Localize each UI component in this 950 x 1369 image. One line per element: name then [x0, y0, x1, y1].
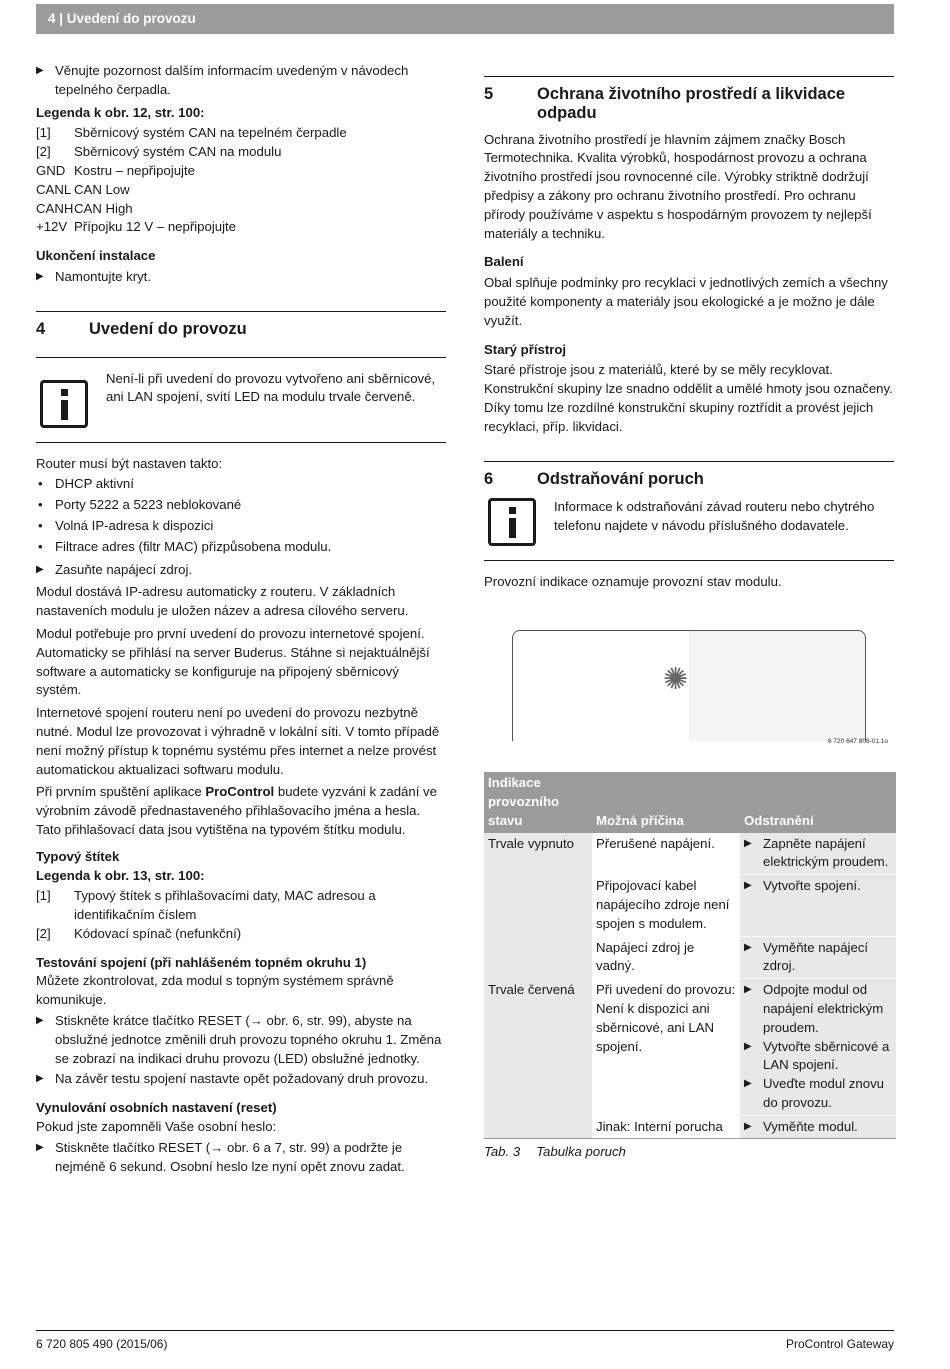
install-end-bullet: ▶ Namontujte kryt. — [36, 268, 446, 287]
info-icon — [488, 498, 536, 546]
paragraph: Internetové spojení routeru není po uvedení do provozu nezbytně nutné. Modul lze provozovat i výhradně v lokální síti. V tomto případě není možný přístup k topnému systému přes internet a nelze provést automatickou aktualizaci softwaru modulu. — [36, 705, 440, 777]
legend-item: CANL CAN Low — [36, 181, 130, 197]
footer-doc-number: 6 720 805 490 (2015/06) — [36, 1337, 168, 1351]
router-item: • Volná IP-adresa k dispozici — [36, 517, 446, 536]
reset-bullet: ▶ Stiskněte tlačítko RESET (→ obr. 6 a 7, str. 99) a podržte je nejméně 6 sekund. Osobní heslo lze nyní opět znovu zadat. — [36, 1139, 446, 1177]
old-device-text: Staré přístroje jsou z materiálů, které by se měly recyklovat. Konstrukční skupiny lze snadno oddělit a umělé hmoty jsou označeny. Díky tomu lze rozdílné konstrukční skupiny roztřídit a provést jejich recyklaci, příp. likvidaci. — [484, 362, 893, 434]
section-4-info-text: Není-li při uvedení do provozu vytvořeno ani sběrnicové, ani LAN spojení, svítí LED na modulu trvale červeně. — [106, 370, 436, 405]
packaging-text: Obal splňuje podmínky pro recyklaci v jednotlivých zemích a všechny použité komponenty a materiály jsou ekologické a je možno je dále využít. — [484, 275, 888, 328]
legend-item: CANH CAN High — [36, 200, 133, 216]
table-row: Jinak: Interní porucha ▶ Vyměňte modul. — [484, 1115, 896, 1139]
label-title: Typový štítek — [36, 848, 120, 864]
section-6-heading: 6 Odstraňování poruch — [484, 461, 894, 489]
module-illustration — [512, 630, 866, 741]
test-bullet: ▶ Stiskněte krátce tlačítko RESET (→ obr. 6, str. 99), abyste na obslužné jednotce změnili druh provozu topného okruhu 1. Změna se zobrazí na indikaci druhu provozu (LED) obslužné jednotky. — [36, 1012, 446, 1068]
legend-item: +12V Přípojku 12 V – nepřipojujte — [36, 219, 237, 235]
paragraph: Při prvním spuštění aplikace ProControl budete vyzváni k zadání ve výrobním závodě přednastaveného přihlašovacího jména a hesla. Tato přihlašovací data jsou vytištěna na typovém štítku modulu. — [36, 784, 437, 837]
info-icon — [40, 380, 88, 428]
led-icon: ✺ — [663, 663, 689, 697]
test-bullet: ▶ Na závěr testu spojení nastavte opět požadovaný druh provozu. — [36, 1070, 446, 1089]
test-text: Můžete zkontrolovat, zda modul s topným systémem správně komunikuje. — [36, 973, 394, 1008]
section-4-info-box — [36, 357, 446, 443]
figure-code: 6 720 647 808-01.1o — [828, 738, 888, 746]
paragraph: Modul potřebuje pro první uvedení do provozu internetové spojení. Automaticky se přihlásí na server Buderus. Stáhne si nejaktuálnější software a automaticky se konfiguruje na připojený sběrnicový systém. — [36, 625, 430, 698]
legend1-title: Legenda k obr. 12, str. 100: — [36, 104, 205, 120]
reset-title: Vynulování osobních nastavení (reset) — [36, 1100, 277, 1116]
page-header-label: 4 | Uvedení do provozu — [48, 11, 196, 26]
status-text: Provozní indikace oznamuje provozní stav modulu. — [484, 574, 782, 590]
router-item: • DHCP aktivní — [36, 475, 446, 494]
fault-table — [484, 772, 896, 1139]
table-row: Napájecí zdroj je vadný. ▶ Vyměňte napájecí zdroj. — [484, 936, 896, 979]
legend-item: [2] Sběrnicový systém CAN na modulu — [36, 144, 282, 160]
legend1-list — [36, 124, 446, 237]
test-title: Testování spojení (při nahlášeném topném okruhu 1) — [36, 954, 367, 970]
legend2-title: Legenda k obr. 13, str. 100: — [36, 867, 205, 883]
legend-item: [1] Sběrnicový systém CAN na tepelném čerpadle — [36, 125, 347, 141]
table-header: Odstranění — [740, 772, 896, 832]
footer-product-name: ProControl Gateway — [785, 1337, 894, 1351]
page-header-bar — [36, 4, 894, 34]
legend-item: GND Kostru – nepřipojujte — [36, 162, 195, 178]
reset-text: Pokud jste zapomněli Vaše osobní heslo: — [36, 1119, 277, 1135]
left-column — [36, 62, 446, 1180]
router-item: • Porty 5222 a 5223 neblokované — [36, 496, 446, 515]
table-header: Indikace provozního stavu — [484, 772, 592, 832]
router-item: • Filtrace adres (filtr MAC) přizpůsobena modulu. — [36, 538, 446, 557]
table-row: Trvale červená Při uvedení do provozu: Není k dispozici ani sběrnicové, ani LAN spojení. ▶ Odpojte modul od napájení elektrickým proudem. ▶ Vytvořte sběrnicové a LAN spojení. ▶ Uveďte modul znovu do provozu. — [484, 979, 896, 1116]
paragraph: Modul dostává IP-adresu automaticky z routeru. V základních nastaveních modulu je uložen název a adresa cílového serveru. — [36, 584, 409, 619]
legend-item: [2] Kódovací spínač (nefunkční) — [36, 925, 242, 941]
right-column — [484, 76, 894, 1162]
install-end-title: Ukončení instalace — [36, 248, 156, 264]
table-caption: Tab. 3 Tabulka poruch — [484, 1144, 626, 1160]
table-header: Možná příčina — [592, 772, 740, 832]
table-row: Připojovací kabel napájecího zdroje není spojen s modulem. ▶ Vytvořte spojení. — [484, 875, 896, 936]
intro-bullet: ▶ Věnujte pozornost dalším informacím uvedeným v návodech tepelného čerpadla. — [36, 62, 446, 100]
section-6-info-box — [484, 498, 894, 561]
section-5-text: Ochrana životního prostředí je hlavním zájmem značky Bosch Termotechnika. Kvalita výrobků, hospodárnost provozu a ochrana životního prostředí jsou rovnocenné cíle. Výrobky striktně dodržují předpisy a zákony pro ochranu životního prostředí. Pro ochranu přírody používáme v aspektu s hospodárným provozem ty nejlepší materiály a techniku. — [484, 131, 872, 241]
section-4-heading: 4 Uvedení do provozu — [36, 311, 446, 339]
power-bullet: ▶ Zasuňte napájecí zdroj. — [36, 561, 446, 580]
legend-item: [1] Typový štítek s přihlašovacími daty, MAC adresou a identifikačním číslem — [36, 888, 376, 923]
old-device-title: Starý přístroj — [484, 341, 567, 357]
module-figure — [484, 622, 894, 752]
table-row: Trvale vypnuto Přerušené napájení. ▶ Zapněte napájení elektrickým proudem. — [484, 833, 896, 875]
router-intro: Router musí být nastaven takto: — [36, 455, 223, 471]
packaging-title: Balení — [484, 254, 524, 270]
footer-divider — [36, 1330, 894, 1331]
section-5-heading: 5 Ochrana životního prostředí a likvidace odpadu — [484, 76, 894, 123]
section-6-info-text: Informace k odstraňování závad routeru nebo chytrého telefonu najdete v návodu příslušného dodavatele. — [554, 499, 875, 534]
